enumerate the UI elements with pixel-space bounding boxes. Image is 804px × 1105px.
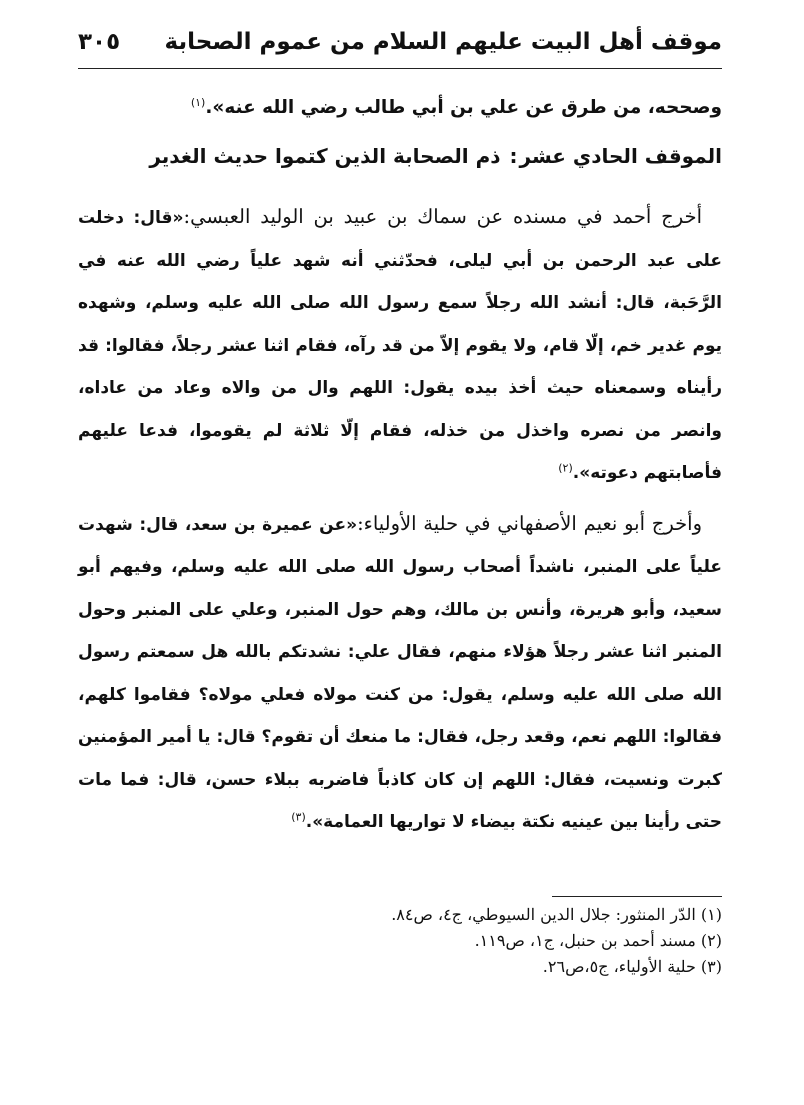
footnote-rule <box>552 896 722 897</box>
paragraph-abu-nuaym-quote: «عن عميرة بن سعد، قال: شهدت علياً على المنبر، ناشداً أصحاب رسول الله صلى الله عليه وسلم، وفيهم أبو سعيد، وأبو هريرة، وأنس بن مالك، وهم حول المنبر، وعلي على المنبر وحول المنبر اثنا عشر رجلاً هؤلاء منهم، فقال علي: نشدتكم بالله هل سمعتم رسول الله صلى الله عليه وسلم، يقول: من كنت مولاه فعلي مولاه؟ فقاموا كلهم، فقالوا: اللهم نعم، وقعد رجل، فقال: ما منعك أن تقوم؟ قال: يا أمير المؤمنين كبرت ونسيت، فقال: اللهم إن كان كاذباً فاضربه ببلاء حسن، قال: فما مات حتى رأينا بين عينيه نكتة بيضاء لا تواريها العمامة». <box>78 514 722 832</box>
main-text <box>78 88 722 852</box>
footnote-ref-1: (١) <box>190 95 206 109</box>
running-title: موقف أهل البيت عليهم السلام من عموم الصحابة <box>164 29 722 55</box>
footnote-ref-3: (٣) <box>291 810 306 824</box>
section-separator: : <box>509 144 518 168</box>
footnotes <box>78 902 722 980</box>
header-rule <box>78 68 722 69</box>
footnote-2: (٢) مسند أحمد بن حنبل، ج١، ص١١٩. <box>474 931 722 950</box>
paragraph-ahmad-quote: «قال: دخلت على عبد الرحمن بن أبي ليلى، فحدّثني أنه شهد علياً رضي الله عنه في الرَّحَبة، قال: أنشد الله رجلاً سمع رسول الله صلى الله عليه وسلم، وشهده يوم غدير خم، إلّا قام، ولا يقوم إلاّ من قد رآه، فقام اثنا عشر رجلاً، فقالوا: قد رأيناه وسمعناه حيث أخذ بيده يقول: اللهم وال من والاه وعاد من عاداه، وانصر من نصره واخذل من خذله، فقام إلّا ثلاثة لم يقوموا، فدعا عليهم فأصابتهم دعوته». <box>78 208 722 483</box>
paragraph-abu-nuaym <box>78 503 722 844</box>
paragraph-ahmad-intro: أخرج أحمد في مسنده عن سماك بن عبيد بن الوليد العبسي: <box>183 205 702 228</box>
section-title: ذم الصحابة الذين كتموا حديث الغدير <box>149 144 501 168</box>
paragraph-ahmad <box>78 196 722 495</box>
continued-text: وصححه، من طرق عن علي بن أبي طالب رضي الله عنه». <box>205 97 722 118</box>
section-label: الموقف الحادي عشر <box>519 144 722 168</box>
running-header <box>78 22 722 62</box>
footnote-1: (١) الدّر المنثور: جلال الدين السيوطي، ج٤، ص٨٤. <box>391 905 722 924</box>
footnote-ref-2: (٢) <box>558 461 573 475</box>
continued-paragraph <box>78 88 722 128</box>
section-heading <box>78 134 722 178</box>
paragraph-abu-nuaym-intro: وأخرج أبو نعيم الأصفهاني في حلية الأولياء: <box>357 511 702 535</box>
footnote-3: (٣) حلية الأولياء، ج٥،ص٢٦. <box>542 957 722 976</box>
page-number: ٣٠٥ <box>78 29 121 55</box>
